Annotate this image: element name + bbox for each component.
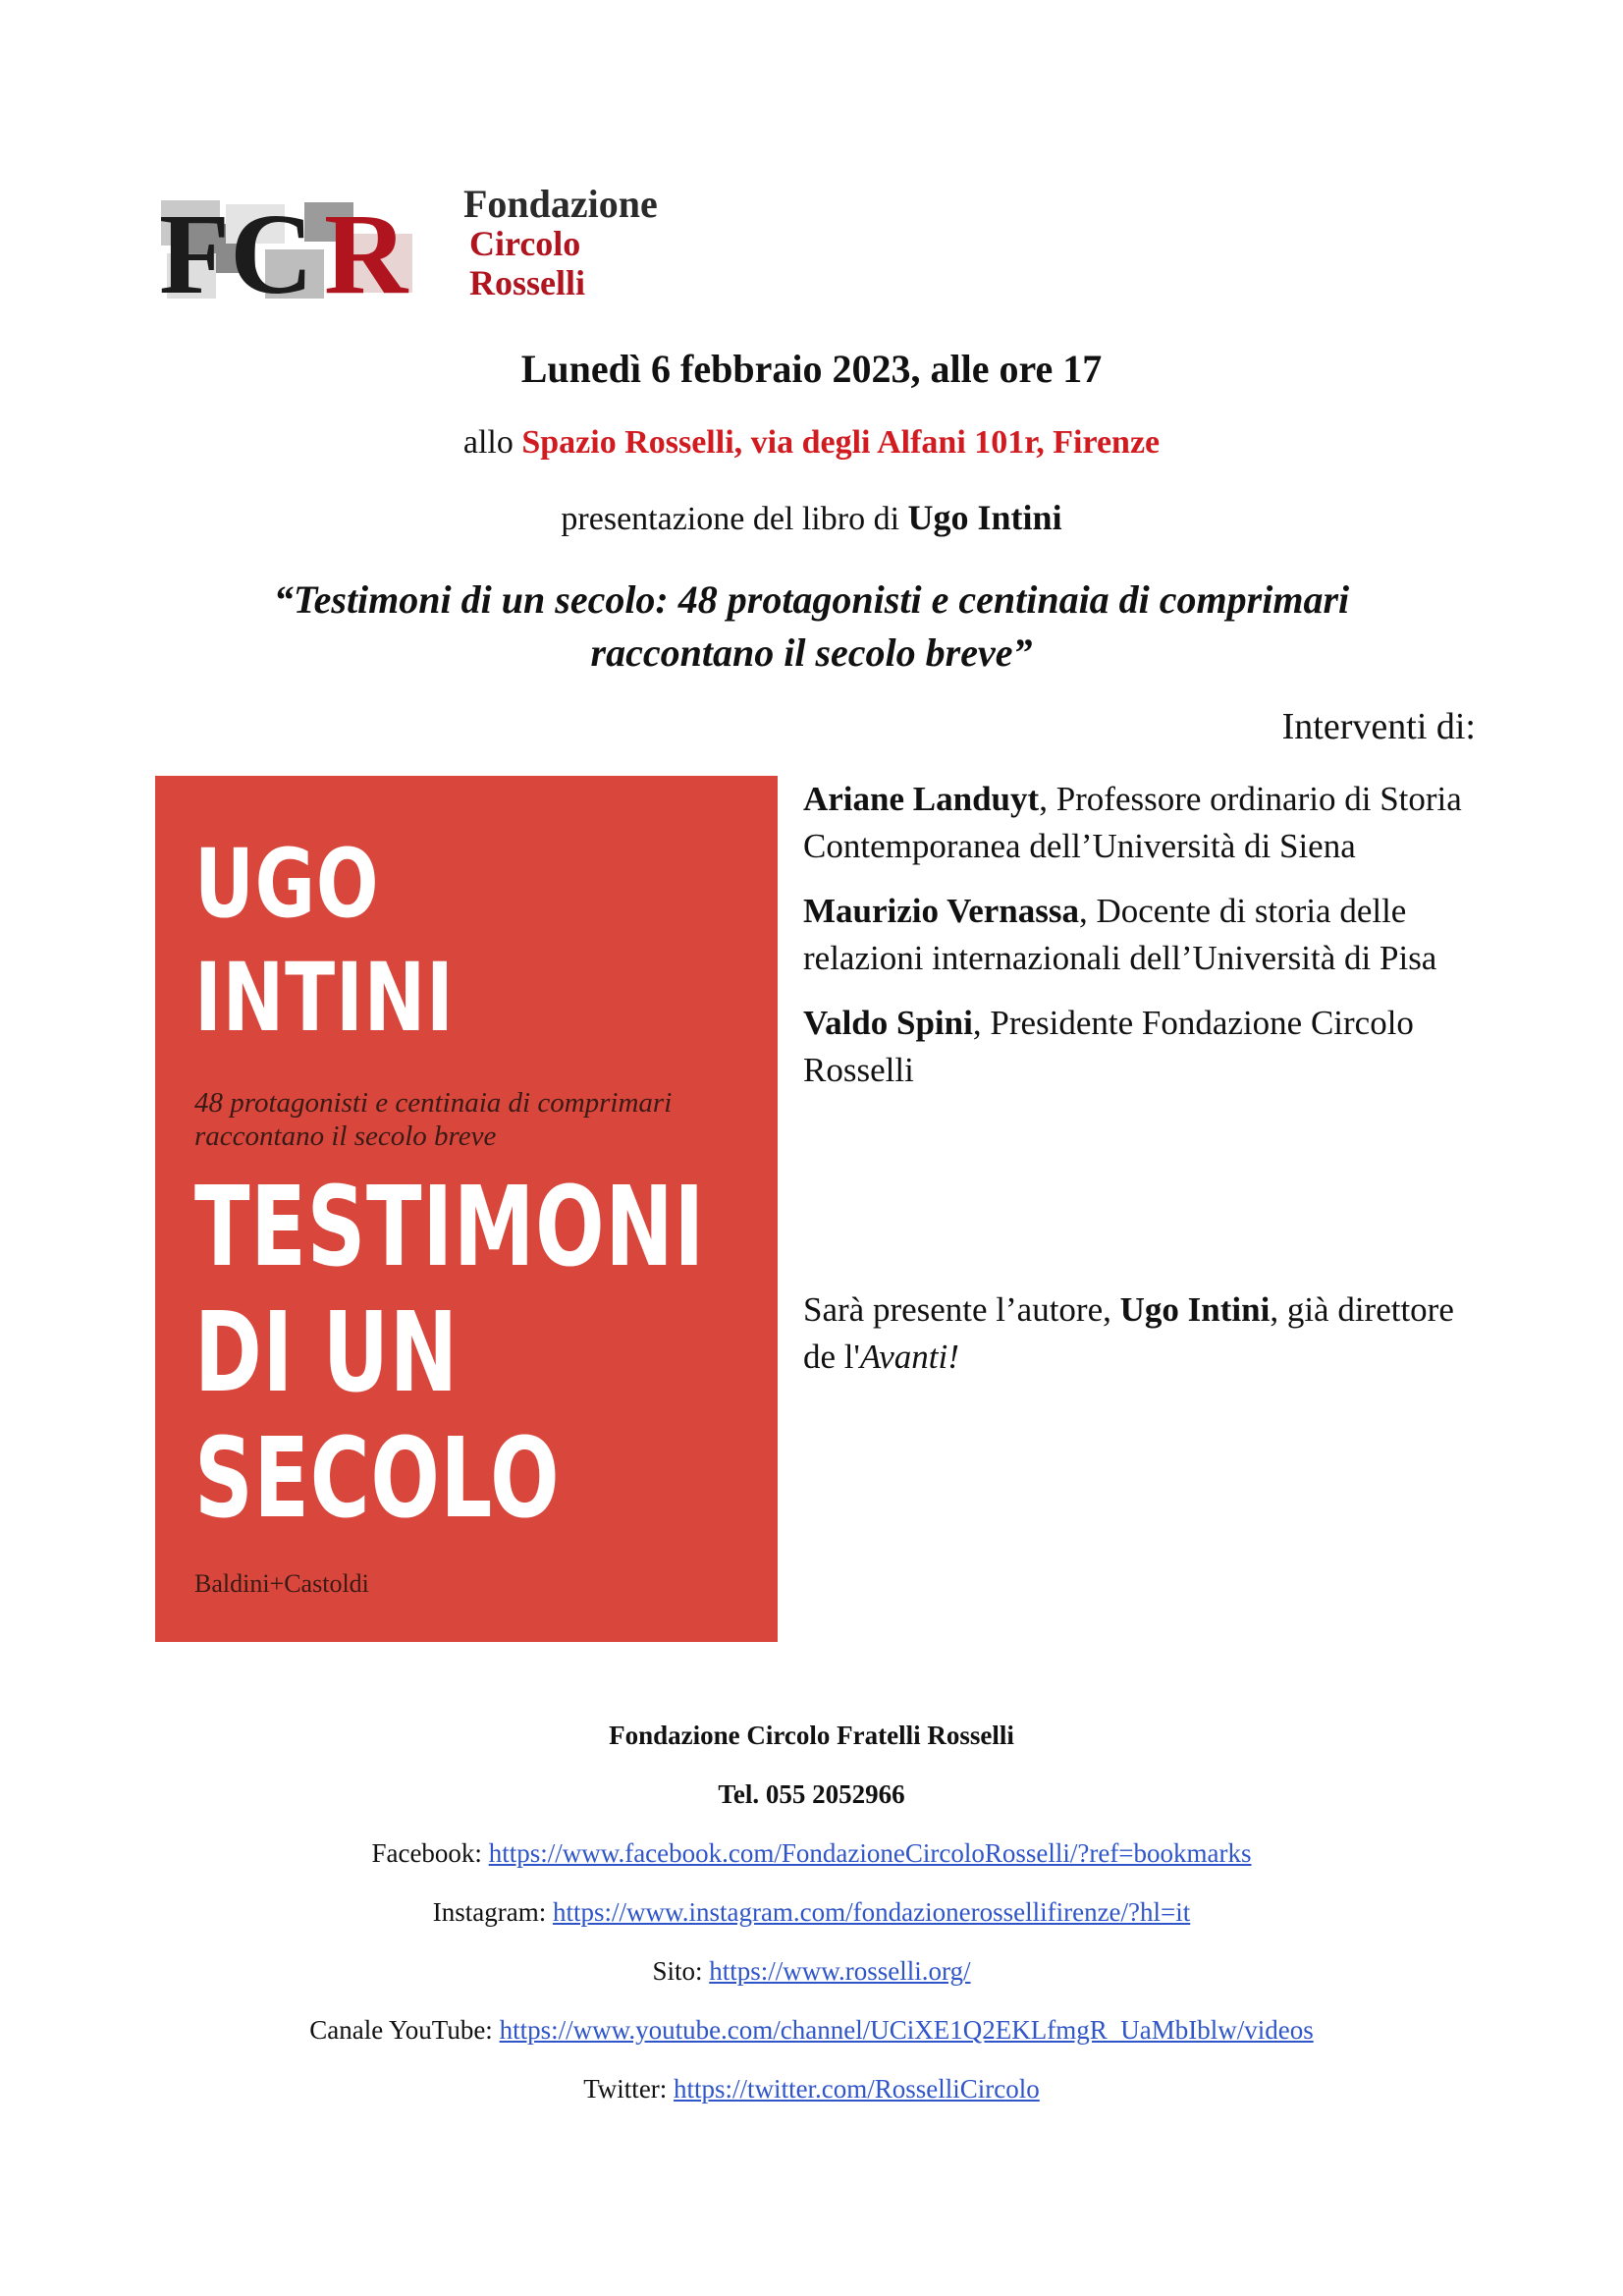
svg-text:R: R bbox=[324, 194, 408, 304]
book-title-line-2: raccontano il secolo breve” bbox=[590, 630, 1033, 675]
cover-publisher: Baldini+Castoldi bbox=[194, 1569, 369, 1598]
venue-prefix: allo bbox=[462, 424, 522, 461]
presentation-line bbox=[0, 497, 1623, 538]
twitter-link[interactable]: https://twitter.com/RosselliCircolo bbox=[674, 2074, 1040, 2104]
author-note-middle: , già direttore de l' bbox=[803, 1290, 1454, 1376]
venue-address: Spazio Rosselli, via degli Alfani 101r, Firenze bbox=[521, 424, 1161, 461]
speaker-role: , Presidente Fondazione Circolo Rosselli bbox=[803, 1004, 1414, 1089]
cover-title-line-1: TESTIMONI bbox=[194, 1164, 706, 1291]
fcr-logo-mark bbox=[157, 194, 452, 304]
speaker-name: Maurizio Vernassa bbox=[803, 892, 1079, 930]
cover-author-first: UGO bbox=[194, 829, 380, 939]
footer-instagram bbox=[0, 1897, 1623, 1928]
youtube-link[interactable]: https://www.youtube.com/channel/UCiXE1Q2EKLfmgR_UaMbIblw/videos bbox=[499, 2015, 1314, 2045]
logo-line-fondazione: Fondazione bbox=[463, 182, 658, 226]
presentation-prefix: presentazione del libro di bbox=[561, 501, 908, 537]
facebook-label: Facebook: bbox=[371, 1838, 489, 1868]
logo-wordmark bbox=[463, 182, 658, 302]
cover-author-last: INTINI bbox=[194, 943, 455, 1053]
logo-line-circolo: Circolo bbox=[469, 224, 581, 263]
footer-twitter bbox=[0, 2074, 1623, 2105]
site-label: Sito: bbox=[652, 1956, 710, 1986]
cover-subtitle-line-2: raccontano il secolo breve bbox=[194, 1121, 497, 1152]
youtube-label: Canale YouTube: bbox=[309, 2015, 500, 2045]
event-venue bbox=[0, 424, 1623, 462]
cover-subtitle bbox=[194, 1086, 672, 1153]
cover-title-line-3: SECOLO bbox=[194, 1415, 561, 1543]
site-link[interactable]: https://www.rosselli.org/ bbox=[709, 1956, 971, 1986]
footer-facebook bbox=[0, 1838, 1623, 1869]
speakers-list bbox=[803, 776, 1481, 1112]
instagram-label: Instagram: bbox=[432, 1897, 553, 1927]
cover-title-line-2: DI UN bbox=[194, 1289, 459, 1417]
presentation-author: Ugo Intini bbox=[907, 498, 1062, 537]
footer-site bbox=[0, 1956, 1623, 1987]
speaker-role: , Docente di storia delle relazioni internazionali dell’Università di Pisa bbox=[803, 892, 1437, 977]
footer-org: Fondazione Circolo Fratelli Rosselli bbox=[609, 1721, 1014, 1750]
speaker-role: , Professore ordinario di Storia Contemporanea dell’Università di Siena bbox=[803, 780, 1462, 865]
fcr-logo-letters: FC bbox=[159, 194, 314, 304]
book-cover bbox=[155, 776, 778, 1642]
instagram-link[interactable]: https://www.instagram.com/fondazionerossellifirenze/?hl=it bbox=[552, 1897, 1191, 1927]
fcr-logo bbox=[157, 182, 727, 314]
speakers-heading: Interventi di: bbox=[1281, 706, 1476, 747]
cover-subtitle-line-1: 48 protagonisti e centinaia di comprimari bbox=[194, 1087, 673, 1119]
book-title-line-1: “Testimoni di un secolo: 48 protagonisti e centinaia di comprimari bbox=[273, 577, 1350, 622]
speaker-name: Valdo Spini bbox=[803, 1004, 973, 1042]
author-note-prefix: Sarà presente l’autore, bbox=[803, 1290, 1120, 1329]
speaker-item bbox=[803, 888, 1481, 982]
logo-line-rosselli: Rosselli bbox=[469, 263, 586, 302]
footer-youtube bbox=[0, 2015, 1623, 2046]
author-note-newspaper: Avanti! bbox=[859, 1338, 959, 1376]
speaker-item bbox=[803, 1000, 1481, 1094]
event-date: Lunedì 6 febbraio 2023, alle ore 17 bbox=[520, 347, 1103, 391]
facebook-link[interactable]: https://www.facebook.com/FondazioneCircoloRosselli/?ref=bookmarks bbox=[488, 1838, 1252, 1868]
footer-tel: Tel. 055 2052966 bbox=[718, 1779, 905, 1809]
author-note bbox=[803, 1286, 1481, 1381]
book-title bbox=[0, 574, 1623, 680]
speaker-name: Ariane Landuyt bbox=[803, 780, 1040, 818]
author-note-name: Ugo Intini bbox=[1119, 1290, 1271, 1329]
speaker-item bbox=[803, 776, 1481, 870]
twitter-label: Twitter: bbox=[583, 2074, 675, 2104]
